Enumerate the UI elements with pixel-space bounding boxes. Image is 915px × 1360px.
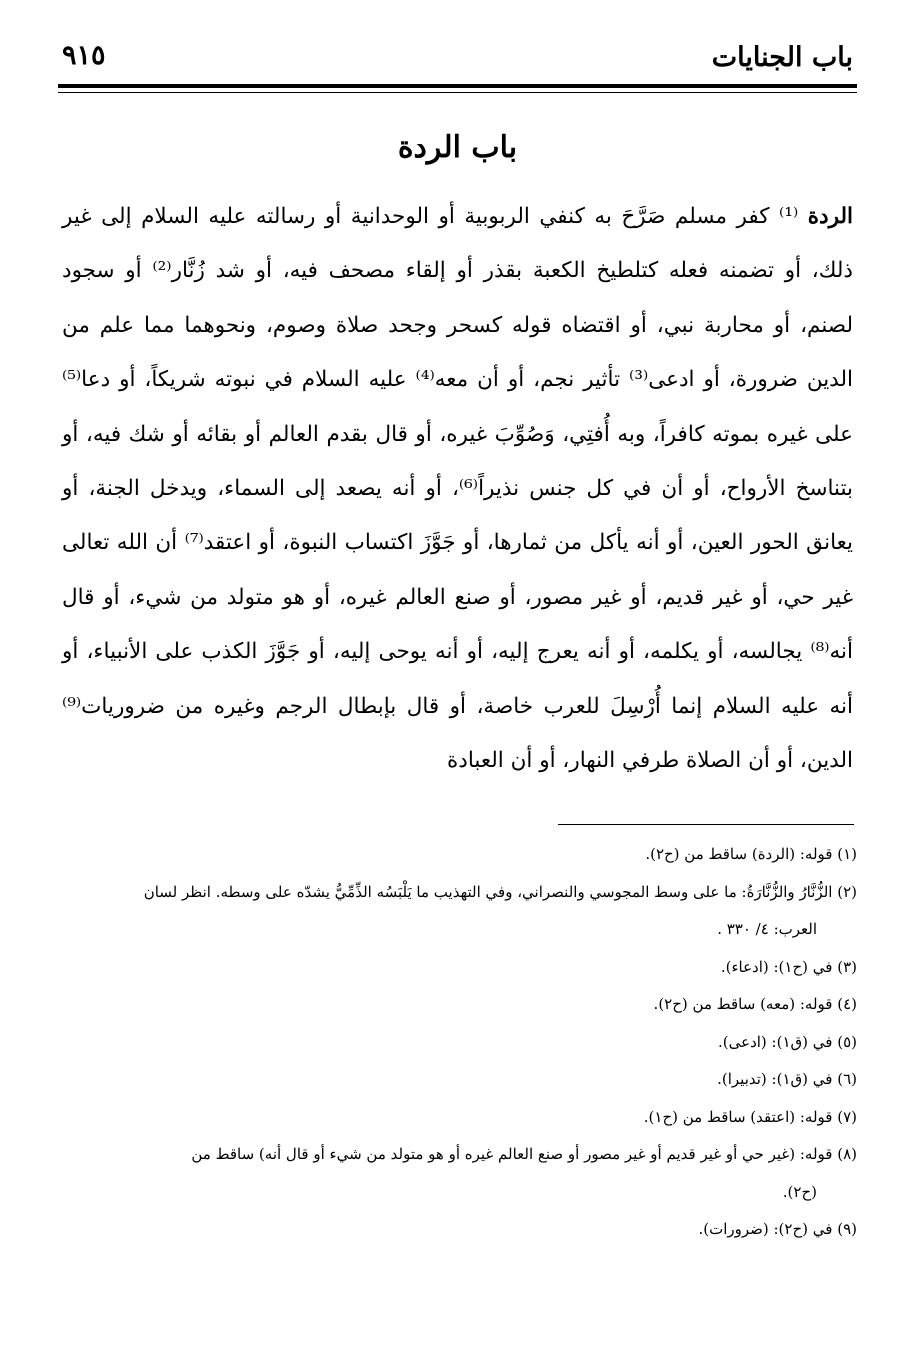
body-lead-word: الردة [807, 204, 853, 229]
footnote-9: (٩) في (ح٢): (ضرورات). [698, 1220, 857, 1238]
footnote-1: (١) قوله: (الردة) ساقط من (ح٢). [645, 845, 857, 863]
header-rule-thick [58, 84, 857, 88]
footnote-8-continued: (ح٢). [782, 1182, 817, 1201]
running-header [62, 36, 853, 80]
page-number: ٩١٥ [62, 40, 106, 71]
footnote-2-continued: العرب: ٤/ ٣٣٠ . [717, 920, 817, 938]
chapter-title: باب الردة [397, 130, 518, 165]
footnote-3: (٣) في (ح١): (ادعاء). [720, 957, 857, 976]
footnotes [62, 836, 857, 1249]
footnote-separator [558, 824, 854, 825]
running-header-title: باب الجنايات [711, 42, 853, 73]
header-rule-thin [58, 92, 857, 93]
footnote-7: (٧) قوله: (اعتقد) ساقط من (ح١). [643, 1107, 857, 1126]
body-text: ⁽¹⁾ كفر مسلم صَرَّحَ به كنفي الربوبية أو الوحدانية أو رسالته عليه السلام إلى غير ذلك، أو تضمنه فعله كتلطيخ الكعبة بقذر أو إلقاء مصحف فيه، أو شد زُنَّار⁽²⁾ أو سجود لصنم، أو محاربة نبي، أو اقتضاه قوله كسحر وجحد صلاة وصوم، ونحوهما مما علم من الدين ضرورة، أو ادعى⁽³⁾ تأثير نجم، أو أن معه⁽⁴⁾ عليه السلام في نبوته شريكاً، أو دعا⁽⁵⁾ على غيره بموته كافراً، وبه أُفتِي، وَصُوِّبَ غيره، أو قال بقدم العالم أو بقائه أو شك فيه، أو بتناسخ الأرواح، أو أن في كل جنس نذيراً⁽⁶⁾، أو أنه يصعد إلى السماء، ويدخل الجنة، أو يعانق الحور العين، أو أنه يأكل من ثمارها، أو جَوَّزَ اكتساب النبوة، أو اعتقد⁽⁷⁾ أن الله تعالى غير حي، أو غير قديم، أو غير مصور، أو صنع العالم غيره، أو هو متولد من شيء، أو قال أنه⁽⁸⁾ يجالسه، أو يكلمه، أو أنه يعرج إليه، أو أنه يوحى إليه، أو جَوَّزَ الكذب على الأنبياء، أو أنه عليه السلام إنما أُرْسِلَ للعرب خاصة، أو قال بإبطال الرجم وغيره من ضروريات⁽⁹⁾ الدين، أو أن الصلاة طرفي النهار، أو أن العبادة [62, 204, 854, 774]
footnote-6: (٦) في (ق١): (تدبيرا). [717, 1070, 857, 1088]
footnote-2: (٢) الزُّنَّارُ والزُّنَّارَةُ: ما على وسط المجوسي والنصراني، وفي التهذيب ما يَلْبَسُه الذِّمِّيُّ يشدّه على وسطه. انظر لسان [143, 882, 857, 901]
footnote-8: (٨) قوله: (غير حي أو غير قديم أو غير مصور أو صنع العالم غيره أو هو متولد من شيء أو قال أنه) ساقط من [191, 1145, 857, 1163]
footnote-4: (٤) قوله: (معه) ساقط من (ح٢). [653, 995, 857, 1013]
footnote-5: (٥) في (ق١): (ادعى). [718, 1032, 857, 1051]
body-paragraph [62, 190, 853, 788]
